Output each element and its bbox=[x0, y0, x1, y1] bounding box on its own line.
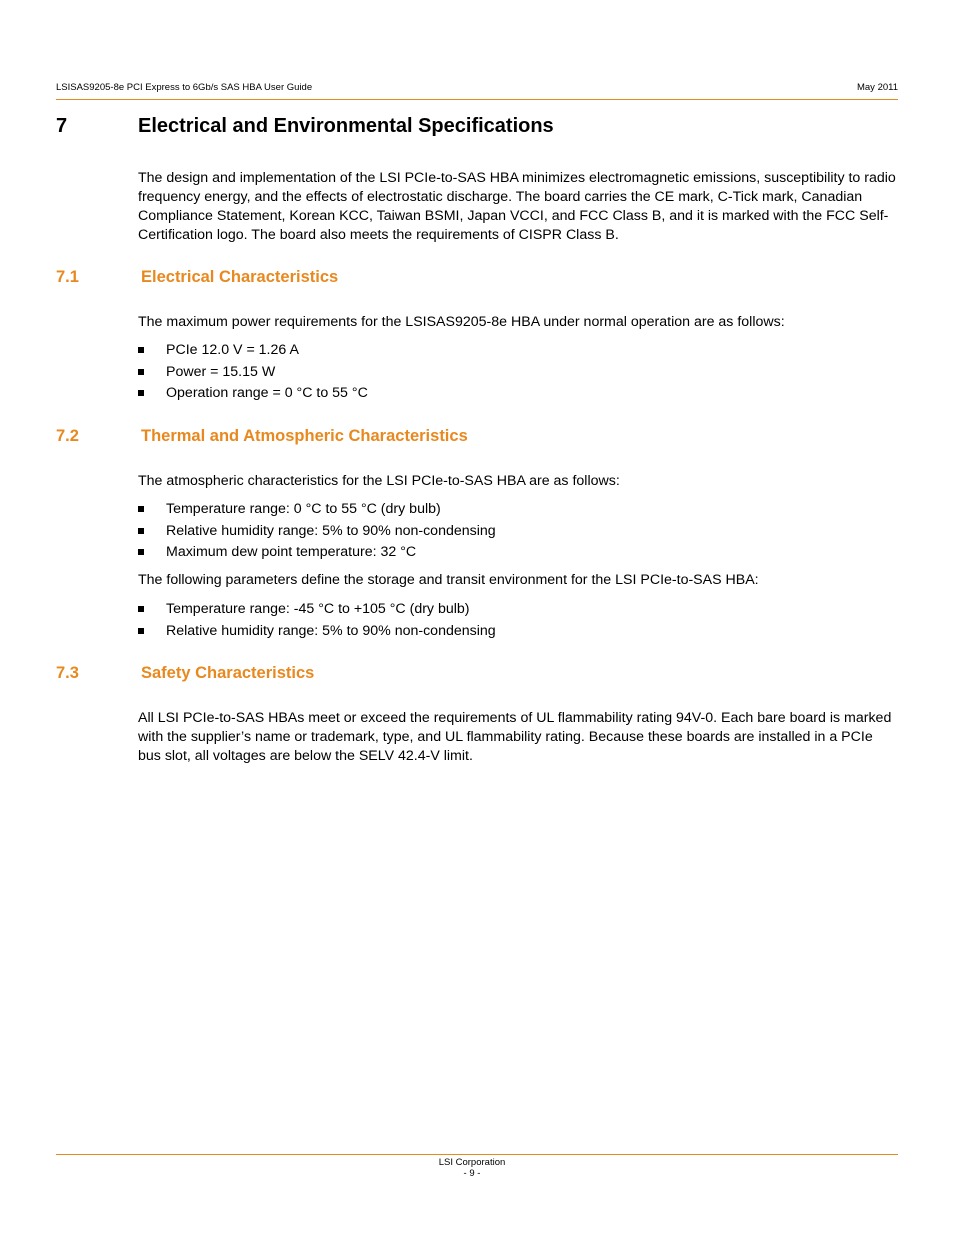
section-7-2-storage-intro: The following parameters define the storage and transit environment for the LSI PCIe-to-SAS HBA: bbox=[138, 572, 759, 588]
chapter-intro: The design and implementation of the LSI PCIe-to-SAS HBA minimizes electromagnetic emissions, susceptibility to radio frequency energy, and the effects of electrostatic discharge. The board carries the CE mark, C-Tick mark, Canadian Compliance Statement, Korean KCC, Taiwan BSMI, Japan VCCI, and FCC Class B, and it is marked with the FCC Self-Certification logo. The board also meets the requirements of CISPR Class B. bbox=[138, 170, 896, 243]
footer-company: LSI Corporation bbox=[438, 1157, 506, 1168]
header-rule bbox=[56, 99, 898, 100]
running-header-date: May 2011 bbox=[856, 82, 898, 93]
chapter-title: Electrical and Environmental Specifications bbox=[138, 115, 554, 137]
section-7-1-intro: The maximum power requirements for the LSISAS9205-8e HBA under normal operation are as follows: bbox=[138, 314, 785, 330]
list-item: Temperature range: 0 °C to 55 °C (dry bulb) bbox=[138, 500, 496, 522]
footer-page-number: - 9 - bbox=[463, 1168, 481, 1179]
section-7-2-bullet-list bbox=[138, 500, 496, 565]
section-7-2-intro: The atmospheric characteristics for the LSI PCIe-to-SAS HBA are as follows: bbox=[138, 473, 620, 489]
section-7-2-storage-bullet-list bbox=[138, 600, 496, 643]
bullet-square-icon bbox=[138, 347, 144, 353]
running-header-title: LSISAS9205-8e PCI Express to 6Gb/s SAS HBA User Guide bbox=[56, 82, 313, 93]
section-7-1-title: Electrical Characteristics bbox=[141, 268, 339, 286]
bullet-square-icon bbox=[138, 369, 144, 375]
chapter-number: 7 bbox=[56, 115, 68, 137]
section-7-1-bullet-list bbox=[138, 341, 368, 406]
list-item: Relative humidity range: 5% to 90% non-condensing bbox=[138, 622, 496, 644]
bullet-square-icon bbox=[138, 549, 144, 555]
section-7-2-number: 7.2 bbox=[56, 427, 79, 445]
list-item: Relative humidity range: 5% to 90% non-condensing bbox=[138, 522, 496, 544]
section-7-2-title: Thermal and Atmospheric Characteristics bbox=[141, 427, 468, 445]
section-7-1-number: 7.1 bbox=[56, 268, 79, 286]
footer-rule bbox=[56, 1154, 898, 1155]
bullet-square-icon bbox=[138, 528, 144, 534]
list-item: Operation range = 0 °C to 55 °C bbox=[138, 384, 368, 406]
list-item: PCIe 12.0 V = 1.26 A bbox=[138, 341, 368, 363]
list-item: Temperature range: -45 °C to +105 °C (dry bulb) bbox=[138, 600, 496, 622]
section-7-3-body: All LSI PCIe-to-SAS HBAs meet or exceed the requirements of UL flammability rating 94V-0. Each bare board is marked with the supplier’s name or trademark, type, and UL flammability rating. Because these boards are installed in a PCIe bus slot, all voltages are below the SELV 42.4-V limit. bbox=[138, 710, 892, 764]
bullet-square-icon bbox=[138, 628, 144, 634]
bullet-square-icon bbox=[138, 390, 144, 396]
list-item: Power = 15.15 W bbox=[138, 363, 368, 385]
section-7-3-number: 7.3 bbox=[56, 664, 79, 682]
list-item: Maximum dew point temperature: 32 °C bbox=[138, 543, 496, 565]
bullet-square-icon bbox=[138, 606, 144, 612]
bullet-square-icon bbox=[138, 506, 144, 512]
section-7-3-title: Safety Characteristics bbox=[141, 664, 315, 682]
